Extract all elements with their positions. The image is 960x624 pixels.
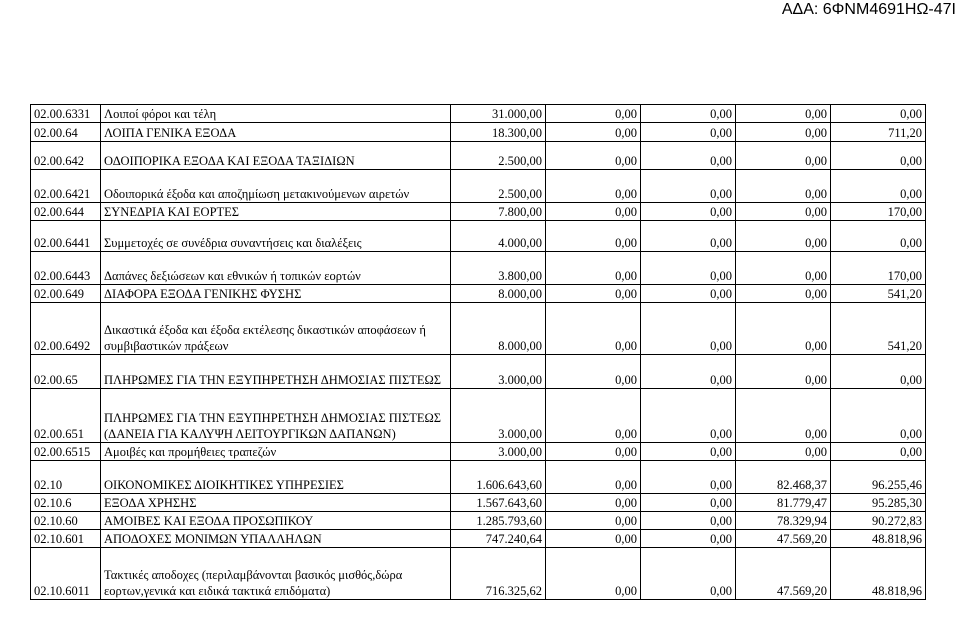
amount-col-2: 0,00 bbox=[546, 355, 641, 389]
amount-col-3: 0,00 bbox=[641, 512, 736, 530]
amount-col-4: 0,00 bbox=[736, 123, 831, 142]
amount-col-3: 0,00 bbox=[641, 252, 736, 285]
table-row bbox=[31, 389, 926, 443]
amount-col-2: 0,00 bbox=[546, 548, 641, 600]
account-code: 02.10.601 bbox=[31, 530, 101, 548]
amount-col-1: 716.325,62 bbox=[451, 548, 546, 600]
amount-col-3: 0,00 bbox=[641, 548, 736, 600]
amount-col-5: 0,00 bbox=[831, 443, 926, 461]
amount-col-5: 0,00 bbox=[831, 170, 926, 203]
amount-col-3: 0,00 bbox=[641, 123, 736, 142]
amount-col-5: 96.255,46 bbox=[831, 461, 926, 494]
amount-col-5: 170,00 bbox=[831, 252, 926, 285]
table-row bbox=[31, 461, 926, 494]
amount-col-3: 0,00 bbox=[641, 443, 736, 461]
amount-col-2: 0,00 bbox=[546, 530, 641, 548]
amount-col-4: 47.569,20 bbox=[736, 548, 831, 600]
amount-col-1: 7.800,00 bbox=[451, 203, 546, 221]
amount-col-4: 0,00 bbox=[736, 252, 831, 285]
amount-col-5: 0,00 bbox=[831, 389, 926, 443]
amount-col-4: 0,00 bbox=[736, 170, 831, 203]
table-row bbox=[31, 203, 926, 221]
table-row bbox=[31, 494, 926, 512]
amount-col-5: 90.272,83 bbox=[831, 512, 926, 530]
amount-col-1: 8.000,00 bbox=[451, 285, 546, 303]
table-row bbox=[31, 105, 926, 123]
account-code: 02.00.644 bbox=[31, 203, 101, 221]
table-row bbox=[31, 252, 926, 285]
amount-col-3: 0,00 bbox=[641, 203, 736, 221]
table-row bbox=[31, 355, 926, 389]
table-row bbox=[31, 443, 926, 461]
amount-col-4: 0,00 bbox=[736, 443, 831, 461]
amount-col-5: 0,00 bbox=[831, 142, 926, 170]
account-code: 02.10.60 bbox=[31, 512, 101, 530]
amount-col-2: 0,00 bbox=[546, 303, 641, 355]
amount-col-2: 0,00 bbox=[546, 142, 641, 170]
amount-col-4: 0,00 bbox=[736, 389, 831, 443]
amount-col-1: 1.285.793,60 bbox=[451, 512, 546, 530]
account-code: 02.10.6011 bbox=[31, 548, 101, 600]
amount-col-2: 0,00 bbox=[546, 170, 641, 203]
amount-col-4: 0,00 bbox=[736, 203, 831, 221]
amount-col-2: 0,00 bbox=[546, 105, 641, 123]
ada-code: ΑΔΑ: 6ΦΝΜ4691ΗΩ-47Ι bbox=[781, 1, 956, 18]
table-row bbox=[31, 530, 926, 548]
amount-col-3: 0,00 bbox=[641, 530, 736, 548]
amount-col-1: 1.567.643,60 bbox=[451, 494, 546, 512]
amount-col-1: 3.000,00 bbox=[451, 443, 546, 461]
amount-col-3: 0,00 bbox=[641, 170, 736, 203]
amount-col-1: 18.300,00 bbox=[451, 123, 546, 142]
budget-table bbox=[30, 104, 926, 600]
amount-col-4: 0,00 bbox=[736, 142, 831, 170]
amount-col-1: 3.800,00 bbox=[451, 252, 546, 285]
account-code: 02.00.6331 bbox=[31, 105, 101, 123]
account-code: 02.00.651 bbox=[31, 389, 101, 443]
amount-col-1: 3.000,00 bbox=[451, 355, 546, 389]
table-row bbox=[31, 170, 926, 203]
amount-col-4: 0,00 bbox=[736, 355, 831, 389]
amount-col-3: 0,00 bbox=[641, 389, 736, 443]
amount-col-2: 0,00 bbox=[546, 389, 641, 443]
amount-col-4: 0,00 bbox=[736, 105, 831, 123]
table-row bbox=[31, 221, 926, 252]
amount-col-1: 31.000,00 bbox=[451, 105, 546, 123]
account-description: Συμμετοχές σε συνέδρια συναντήσεις και διαλέξεις bbox=[101, 221, 451, 252]
amount-col-4: 0,00 bbox=[736, 303, 831, 355]
account-description: Λοιποί φόροι και τέλη bbox=[101, 105, 451, 123]
amount-col-2: 0,00 bbox=[546, 494, 641, 512]
account-code: 02.00.6515 bbox=[31, 443, 101, 461]
account-code: 02.00.6441 bbox=[31, 221, 101, 252]
amount-col-3: 0,00 bbox=[641, 494, 736, 512]
amount-col-2: 0,00 bbox=[546, 221, 641, 252]
amount-col-2: 0,00 bbox=[546, 512, 641, 530]
amount-col-4: 47.569,20 bbox=[736, 530, 831, 548]
amount-col-5: 48.818,96 bbox=[831, 530, 926, 548]
amount-col-3: 0,00 bbox=[641, 142, 736, 170]
amount-col-1: 8.000,00 bbox=[451, 303, 546, 355]
account-description: ΑΠΟΔΟΧΕΣ ΜΟΝΙΜΩΝ ΥΠΑΛΛΗΛΩΝ bbox=[101, 530, 451, 548]
account-code: 02.00.6443 bbox=[31, 252, 101, 285]
account-code: 02.00.6421 bbox=[31, 170, 101, 203]
account-code: 02.00.65 bbox=[31, 355, 101, 389]
amount-col-2: 0,00 bbox=[546, 461, 641, 494]
amount-col-1: 2.500,00 bbox=[451, 170, 546, 203]
amount-col-1: 1.606.643,60 bbox=[451, 461, 546, 494]
account-code: 02.00.64 bbox=[31, 123, 101, 142]
amount-col-1: 4.000,00 bbox=[451, 221, 546, 252]
amount-col-1: 3.000,00 bbox=[451, 389, 546, 443]
amount-col-5: 541,20 bbox=[831, 285, 926, 303]
account-code: 02.00.6492 bbox=[31, 303, 101, 355]
amount-col-4: 82.468,37 bbox=[736, 461, 831, 494]
table-row bbox=[31, 123, 926, 142]
amount-col-5: 0,00 bbox=[831, 221, 926, 252]
account-description: ΟΙΚΟΝΟΜΙΚΕΣ ΔΙΟΙΚΗΤΙΚΕΣ ΥΠΗΡΕΣΙΕΣ bbox=[101, 461, 451, 494]
account-description: ΕΞΟΔΑ ΧΡΗΣΗΣ bbox=[101, 494, 451, 512]
account-description: ΟΔΟΙΠΟΡΙΚΑ ΕΞΟΔΑ ΚΑΙ ΕΞΟΔΑ ΤΑΞΙΔΙΩΝ bbox=[101, 142, 451, 170]
account-description: ΠΛΗΡΩΜΕΣ ΓΙΑ ΤΗΝ ΕΞΥΠΗΡΕΤΗΣΗ ΔΗΜΟΣΙΑΣ ΠΙΣΤΕΩΣ (ΔΑΝΕΙΑ ΓΙΑ ΚΑΛΥΨΗ ΛΕΙΤΟΥΡΓΙΚΩΝ ΔΑΠΑΝΩΝ) bbox=[101, 389, 451, 443]
amount-col-5: 95.285,30 bbox=[831, 494, 926, 512]
amount-col-3: 0,00 bbox=[641, 303, 736, 355]
amount-col-3: 0,00 bbox=[641, 285, 736, 303]
amount-col-4: 81.779,47 bbox=[736, 494, 831, 512]
amount-col-3: 0,00 bbox=[641, 105, 736, 123]
table-row bbox=[31, 548, 926, 600]
amount-col-2: 0,00 bbox=[546, 285, 641, 303]
account-code: 02.10 bbox=[31, 461, 101, 494]
amount-col-5: 541,20 bbox=[831, 303, 926, 355]
amount-col-3: 0,00 bbox=[641, 355, 736, 389]
account-code: 02.00.649 bbox=[31, 285, 101, 303]
account-description: ΛΟΙΠΑ ΓΕΝΙΚΑ ΕΞΟΔΑ bbox=[101, 123, 451, 142]
table-row bbox=[31, 512, 926, 530]
amount-col-1: 2.500,00 bbox=[451, 142, 546, 170]
amount-col-3: 0,00 bbox=[641, 221, 736, 252]
amount-col-5: 48.818,96 bbox=[831, 548, 926, 600]
account-description: ΣΥΝΕΔΡΙΑ ΚΑΙ ΕΟΡΤΕΣ bbox=[101, 203, 451, 221]
account-description: ΑΜΟΙΒΕΣ ΚΑΙ ΕΞΟΔΑ ΠΡΟΣΩΠΙΚΟΥ bbox=[101, 512, 451, 530]
amount-col-2: 0,00 bbox=[546, 123, 641, 142]
amount-col-3: 0,00 bbox=[641, 461, 736, 494]
table-row bbox=[31, 285, 926, 303]
account-description: ΠΛΗΡΩΜΕΣ ΓΙΑ ΤΗΝ ΕΞΥΠΗΡΕΤΗΣΗ ΔΗΜΟΣΙΑΣ ΠΙΣΤΕΩΣ bbox=[101, 355, 451, 389]
account-description: Δικαστικά έξοδα και έξοδα εκτέλεσης δικαστικών αποφάσεων ή συμβιβαστικών πράξεων bbox=[101, 303, 451, 355]
amount-col-4: 78.329,94 bbox=[736, 512, 831, 530]
account-description: Οδοιπορικά έξοδα και αποζημίωση μετακινούμενων αιρετών bbox=[101, 170, 451, 203]
account-code: 02.10.6 bbox=[31, 494, 101, 512]
account-description: Αμοιβές και προμήθειες τραπεζών bbox=[101, 443, 451, 461]
amount-col-5: 170,00 bbox=[831, 203, 926, 221]
table-row bbox=[31, 303, 926, 355]
amount-col-1: 747.240,64 bbox=[451, 530, 546, 548]
amount-col-2: 0,00 bbox=[546, 203, 641, 221]
account-code: 02.00.642 bbox=[31, 142, 101, 170]
amount-col-2: 0,00 bbox=[546, 252, 641, 285]
amount-col-5: 0,00 bbox=[831, 105, 926, 123]
account-description: ΔΙΑΦΟΡΑ ΕΞΟΔΑ ΓΕΝΙΚΗΣ ΦΥΣΗΣ bbox=[101, 285, 451, 303]
amount-col-5: 0,00 bbox=[831, 355, 926, 389]
account-description: Τακτικές αποδοχες (περιλαμβάνονται βασικός μισθός,δώρα εορτων,γενικά και ειδικά τακτικά επιδόματα) bbox=[101, 548, 451, 600]
account-description: Δαπάνες δεξιώσεων και εθνικών ή τοπικών εορτών bbox=[101, 252, 451, 285]
amount-col-2: 0,00 bbox=[546, 443, 641, 461]
amount-col-4: 0,00 bbox=[736, 285, 831, 303]
table-row bbox=[31, 142, 926, 170]
amount-col-4: 0,00 bbox=[736, 221, 831, 252]
amount-col-5: 711,20 bbox=[831, 123, 926, 142]
